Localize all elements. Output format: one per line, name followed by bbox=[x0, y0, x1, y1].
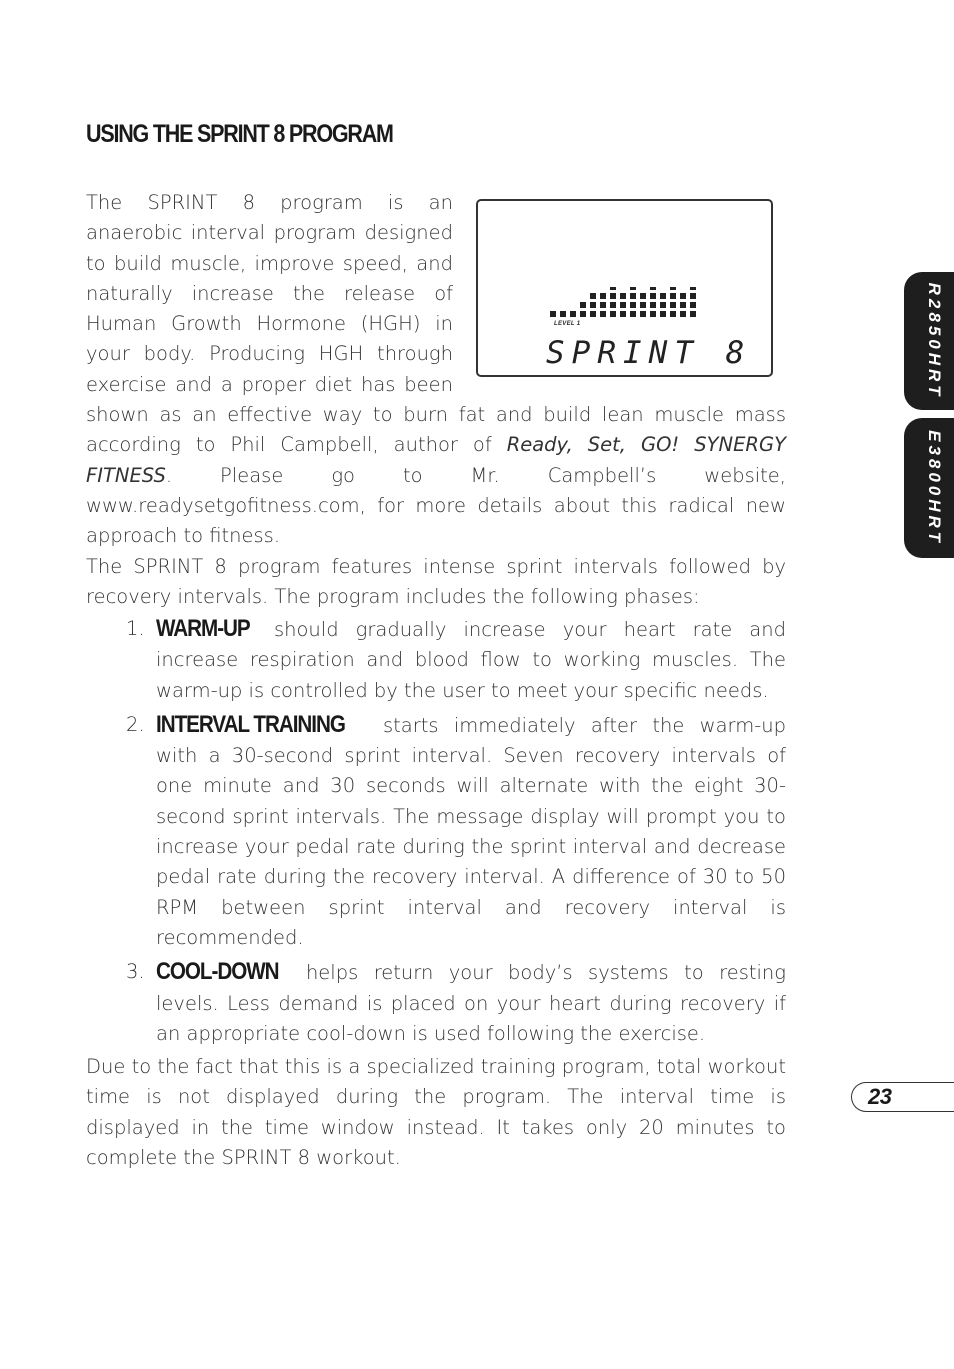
profile-segment bbox=[580, 302, 586, 308]
profile-segment bbox=[640, 293, 646, 299]
profile-segment bbox=[670, 302, 676, 308]
profile-segment bbox=[650, 311, 656, 317]
profile-segment bbox=[550, 311, 556, 317]
profile-segment bbox=[680, 302, 686, 308]
phase-title: INTERVAL TRAINING bbox=[156, 710, 345, 738]
profile-segment bbox=[670, 293, 676, 299]
phase-number: 2. bbox=[126, 712, 145, 736]
page-number: 23 bbox=[868, 1084, 892, 1109]
profile-segment bbox=[560, 311, 566, 317]
side-tab-model-1 bbox=[904, 272, 954, 410]
phase-title: COOL-DOWN bbox=[156, 958, 279, 986]
profile-segment bbox=[650, 287, 656, 290]
profile-segment bbox=[650, 302, 656, 308]
profile-segment bbox=[640, 311, 646, 317]
side-tab-label: E3800HRT bbox=[925, 430, 944, 546]
profile-segment bbox=[600, 293, 606, 299]
display-message: SPRINT 8 bbox=[546, 335, 752, 371]
closing-paragraph bbox=[86, 1052, 786, 1173]
profile-segment bbox=[680, 311, 686, 317]
profile-segment bbox=[630, 287, 636, 290]
profile-segment bbox=[590, 311, 596, 317]
profile-segment bbox=[690, 311, 696, 317]
phase-number: 1. bbox=[126, 617, 145, 640]
phase-list bbox=[86, 614, 786, 1053]
side-tab-model-2 bbox=[904, 418, 954, 558]
intro-text-part1: The SPRINT 8 program is an anaerobic interval program designed to build muscle, improve speed, and naturally increase the release of Human Growth Hormone (HGH) in your body. Producing HGH through exercise and a proper diet has been shown as an effective way to burn fat and build lean muscle mass according to Phil Campbell, author of bbox=[86, 191, 786, 457]
phase-item bbox=[86, 614, 786, 706]
profile-segment bbox=[670, 287, 676, 290]
profile-segment bbox=[610, 293, 616, 299]
profile-segment bbox=[630, 293, 636, 299]
section-heading: USING THE SPRINT 8 PROGRAM bbox=[86, 120, 393, 148]
book-title: Ready, Set, GO! SYNERGY FITNESS bbox=[86, 433, 786, 487]
phase-item bbox=[86, 710, 786, 953]
side-tab-label: R2850HRT bbox=[925, 282, 944, 400]
intro-text-part2: . Please go to Mr. Campbell’s website, www.readysetgofitness.com, for more details about this radical new approach to fitness. bbox=[86, 463, 786, 548]
profile-segment bbox=[690, 287, 696, 290]
profile-segment bbox=[620, 311, 626, 317]
profile-segment bbox=[630, 311, 636, 317]
profile-segment bbox=[660, 311, 666, 317]
level-profile-bars bbox=[550, 287, 700, 317]
features-text: The SPRINT 8 program features intense sprint intervals followed by recovery intervals. The program includes the following phases: bbox=[86, 555, 786, 609]
profile-segment bbox=[620, 302, 626, 308]
profile-segment bbox=[590, 302, 596, 308]
phase-item bbox=[86, 957, 786, 1049]
phase-title: WARM-UP bbox=[156, 615, 250, 642]
profile-segment bbox=[600, 311, 606, 317]
profile-segment bbox=[570, 311, 576, 317]
profile-segment bbox=[690, 293, 696, 299]
profile-segment bbox=[670, 311, 676, 317]
profile-segment bbox=[610, 287, 616, 290]
closing-text: Due to the fact that this is a specialized training program, total workout time is not displayed during the program. The interval time is displayed in the time window instead. It takes only 20 minutes to complete the SPRINT 8 workout. bbox=[86, 1055, 786, 1169]
profile-segment bbox=[650, 293, 656, 299]
profile-segment bbox=[640, 302, 646, 308]
profile-segment bbox=[660, 302, 666, 308]
phase-text: should gradually increase your heart rate and increase respiration and blood flow to working muscles. The warm-up is controlled by the user to meet your specific needs. bbox=[156, 618, 786, 702]
profile-segment bbox=[590, 293, 596, 299]
profile-segment bbox=[690, 302, 696, 308]
level-label: LEVEL 1 bbox=[554, 321, 581, 327]
profile-segment bbox=[600, 302, 606, 308]
features-paragraph bbox=[86, 552, 786, 613]
phase-text: helps return your body’s systems to resting levels. Less demand is placed on your heart during recovery if an appropriate cool-down is used following the exercise. bbox=[156, 961, 786, 1045]
profile-segment bbox=[610, 302, 616, 308]
console-display bbox=[476, 199, 773, 377]
profile-segment bbox=[660, 293, 666, 299]
page-number-badge bbox=[851, 1082, 954, 1112]
profile-segment bbox=[580, 311, 586, 317]
phase-number: 3. bbox=[126, 960, 145, 984]
profile-segment bbox=[680, 293, 686, 299]
profile-segment bbox=[620, 293, 626, 299]
profile-segment bbox=[610, 311, 616, 317]
profile-segment bbox=[630, 302, 636, 308]
phase-text: starts immediately after the warm-up with a 30-second sprint interval. Seven recovery intervals of one minute and 30 seconds will alternate with the eight 30-second sprint intervals. The message display will prompt you to increase your pedal rate during the sprint interval and decrease pedal rate during the recovery interval. A difference of 30 to 50 RPM between sprint interval and recovery interval is recommended. bbox=[156, 713, 786, 949]
